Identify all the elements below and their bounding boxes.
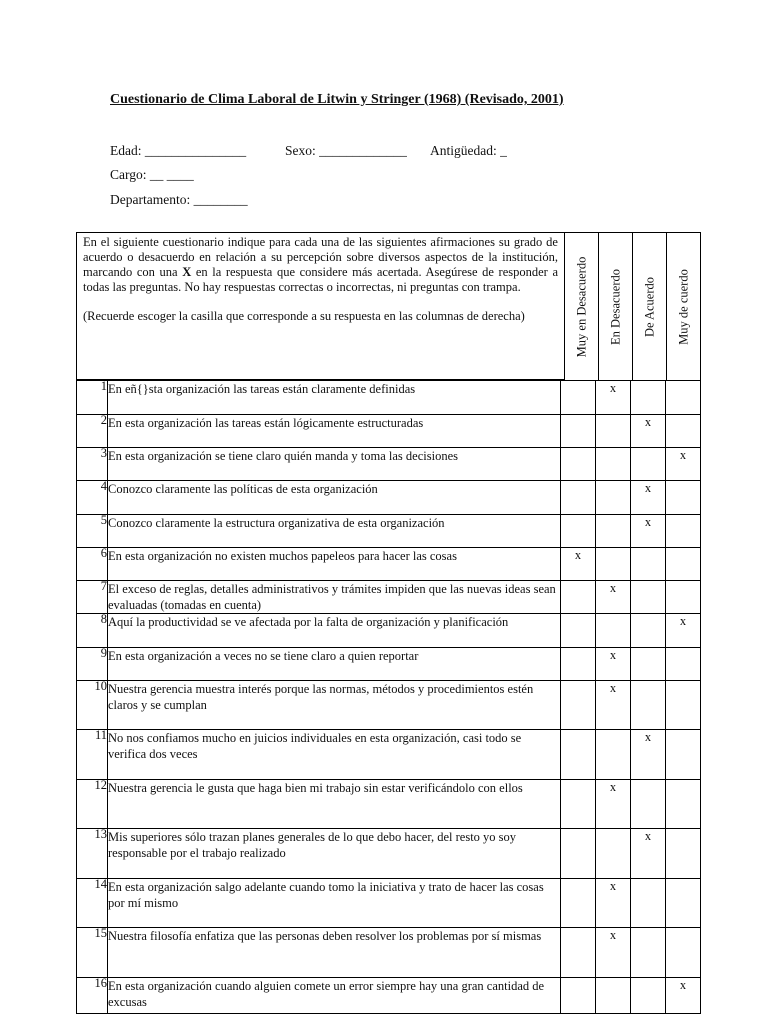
answer-cell[interactable]: [666, 448, 701, 481]
column-header-muy-de-acuerdo: Muy de cuerdo: [666, 232, 701, 381]
question-row: [77, 879, 701, 928]
answer-cell[interactable]: [596, 381, 631, 415]
question-row: [77, 780, 701, 829]
column-header-en-desacuerdo: En Desacuerdo: [598, 232, 633, 381]
question-number: 4: [77, 481, 108, 515]
question-row: [77, 928, 701, 978]
answer-cell[interactable]: [561, 448, 596, 481]
question-number: 5: [77, 515, 108, 548]
answer-cell[interactable]: [561, 681, 596, 730]
question-number: 13: [77, 829, 108, 879]
answer-cell[interactable]: [596, 548, 631, 581]
answer-mark: x: [679, 614, 687, 628]
answer-cell[interactable]: [561, 515, 596, 548]
answer-cell[interactable]: [666, 681, 701, 730]
answer-mark: x: [574, 548, 582, 562]
instructions-paragraph: En el siguiente cuestionario indique para cada una de las siguientes afirmaciones su grado de acuerdo o desacuerdo en relación a su percepción sobre diversos aspectos de la institución, marcando con una X en la respuesta que considere más acertada. Asegúrese de responder a todas las preguntas. No hay respuestas correctas o incorrectas, ni preguntas con trampa.: [83, 235, 558, 294]
answer-cell[interactable]: [666, 780, 701, 829]
answer-mark: x: [679, 448, 687, 462]
answer-cell[interactable]: [596, 448, 631, 481]
answer-cell[interactable]: [561, 978, 596, 1014]
answer-cell[interactable]: [561, 381, 596, 415]
answer-cell[interactable]: [631, 978, 666, 1014]
answer-cell[interactable]: [596, 681, 631, 730]
answer-cell[interactable]: [561, 581, 596, 614]
answer-cell[interactable]: [631, 928, 666, 978]
instructions-note: (Recuerde escoger la casilla que corresponde a su respuesta en las columnas de derecha): [83, 309, 525, 323]
answer-cell[interactable]: [631, 648, 666, 681]
answer-cell[interactable]: [631, 614, 666, 648]
answer-cell[interactable]: [596, 730, 631, 780]
answer-mark: x: [609, 780, 617, 794]
answer-cell[interactable]: [561, 829, 596, 879]
answer-cell[interactable]: [666, 481, 701, 515]
answer-cell[interactable]: [596, 614, 631, 648]
question-row: [77, 381, 701, 415]
question-row: [77, 515, 701, 548]
answer-cell[interactable]: [561, 481, 596, 515]
question-number: 11: [77, 730, 108, 780]
answer-cell[interactable]: [596, 415, 631, 448]
answer-mark: x: [609, 879, 617, 893]
page-title: Cuestionario de Clima Laboral de Litwin y Stringer (1968) (Revisado, 2001): [110, 92, 564, 107]
answer-cell[interactable]: [596, 581, 631, 614]
answer-cell[interactable]: [596, 481, 631, 515]
instructions-box: [76, 232, 564, 380]
answer-cell[interactable]: [561, 648, 596, 681]
question-text: Nuestra gerencia le gusta que haga bien mi trabajo sin estar verificándolo con ellos: [108, 780, 561, 829]
question-text: En esta organización a veces no se tiene claro a quien reportar: [108, 648, 561, 681]
answer-cell[interactable]: [561, 614, 596, 648]
answer-cell[interactable]: [561, 548, 596, 581]
question-text: Conozco claramente las políticas de esta organización: [108, 481, 561, 515]
question-number: 16: [77, 978, 108, 1014]
answer-mark: x: [679, 978, 687, 992]
question-text: En esta organización cuando alguien comete un error siempre hay una gran cantidad de excusas: [108, 978, 561, 1014]
answer-mark: x: [644, 829, 652, 843]
question-number: 2: [77, 415, 108, 448]
answer-cell[interactable]: [631, 548, 666, 581]
question-row: [77, 730, 701, 780]
question-row: [77, 581, 701, 614]
answer-cell[interactable]: [666, 581, 701, 614]
answer-mark: x: [609, 681, 617, 695]
question-number: 3: [77, 448, 108, 481]
question-text: En eñ{}sta organización las tareas están claramente definidas: [108, 381, 561, 415]
answer-cell[interactable]: [561, 928, 596, 978]
answer-cell[interactable]: [666, 548, 701, 581]
answer-cell[interactable]: [631, 481, 666, 515]
cargo-field[interactable]: Cargo: __ ____: [110, 167, 194, 182]
answer-mark: x: [644, 481, 652, 495]
answer-cell[interactable]: [631, 448, 666, 481]
answer-cell[interactable]: [561, 780, 596, 829]
question-text: El exceso de reglas, detalles administrativos y trámites impiden que las nuevas ideas sean evaluadas (tomadas en cuenta): [108, 581, 561, 614]
question-text: Nuestra gerencia muestra interés porque las normas, métodos y procedimientos estén claros y se cumplan: [108, 681, 561, 730]
answer-cell[interactable]: [666, 879, 701, 928]
column-header-muy-en-desacuerdo: Muy en Desacuerdo: [564, 232, 599, 381]
question-text: En esta organización no existen muchos papeleos para hacer las cosas: [108, 548, 561, 581]
answer-cell[interactable]: [631, 381, 666, 415]
answer-cell[interactable]: [631, 681, 666, 730]
answer-cell[interactable]: [561, 730, 596, 780]
answer-cell[interactable]: [666, 978, 701, 1014]
answer-mark: x: [609, 648, 617, 662]
question-number: 15: [77, 928, 108, 978]
question-text: No nos confiamos mucho en juicios individuales en esta organización, casi todo se verifica dos veces: [108, 730, 561, 780]
question-text: En esta organización se tiene claro quién manda y toma las decisiones: [108, 448, 561, 481]
answer-cell[interactable]: [666, 415, 701, 448]
answer-cell[interactable]: [596, 829, 631, 879]
question-row: [77, 415, 701, 448]
question-row: [77, 648, 701, 681]
question-row: [77, 978, 701, 1014]
answer-mark: x: [644, 730, 652, 744]
answer-cell[interactable]: [666, 730, 701, 780]
answer-cell[interactable]: [596, 928, 631, 978]
answer-cell[interactable]: [631, 780, 666, 829]
answer-mark: x: [644, 415, 652, 429]
question-row: [77, 829, 701, 879]
questionnaire-table: [76, 380, 701, 1014]
answer-cell[interactable]: [596, 780, 631, 829]
question-number: 12: [77, 780, 108, 829]
sexo-field[interactable]: Sexo: _____________: [285, 143, 407, 158]
question-row: [77, 614, 701, 648]
answer-cell[interactable]: [561, 415, 596, 448]
answer-cell[interactable]: [596, 648, 631, 681]
question-number: 6: [77, 548, 108, 581]
answer-cell[interactable]: [631, 515, 666, 548]
question-text: En esta organización salgo adelante cuando tomo la iniciativa y trato de hacer las cosas por mí mismo: [108, 879, 561, 928]
answer-cell[interactable]: [666, 381, 701, 415]
answer-mark: x: [609, 581, 617, 595]
question-row: [77, 681, 701, 730]
question-row: [77, 448, 701, 481]
answer-mark: x: [609, 928, 617, 942]
answer-cell[interactable]: [666, 928, 701, 978]
antiguedad-field[interactable]: Antigüedad: _: [430, 143, 507, 158]
answer-cell[interactable]: [666, 829, 701, 879]
answer-cell[interactable]: [596, 978, 631, 1014]
question-text: Mis superiores sólo trazan planes generales de lo que debo hacer, del resto yo soy responsable por el trabajo realizado: [108, 829, 561, 879]
answer-cell[interactable]: [596, 515, 631, 548]
answer-cell[interactable]: [666, 648, 701, 681]
question-text: En esta organización las tareas están lógicamente estructuradas: [108, 415, 561, 448]
question-text: Nuestra filosofía enfatiza que las personas deben resolver los problemas por sí mismas: [108, 928, 561, 978]
question-number: 9: [77, 648, 108, 681]
answer-cell[interactable]: [631, 730, 666, 780]
answer-cell[interactable]: [596, 879, 631, 928]
edad-field[interactable]: Edad: _______________: [110, 143, 247, 158]
answer-cell[interactable]: [631, 415, 666, 448]
question-number: 1: [77, 381, 108, 415]
answer-cell[interactable]: [666, 515, 701, 548]
question-number: 14: [77, 879, 108, 928]
question-text: Conozco claramente la estructura organizativa de esta organización: [108, 515, 561, 548]
column-header-de-acuerdo: De Acuerdo: [632, 232, 667, 381]
answer-cell[interactable]: [666, 614, 701, 648]
question-number: 7: [77, 581, 108, 614]
answer-cell[interactable]: [631, 581, 666, 614]
question-number: 10: [77, 681, 108, 730]
question-row: [77, 548, 701, 581]
question-text: Aquí la productividad se ve afectada por la falta de organización y planificación: [108, 614, 561, 648]
departamento-field[interactable]: Departamento: ________: [110, 192, 248, 207]
answer-cell[interactable]: [561, 879, 596, 928]
question-number: 8: [77, 614, 108, 648]
answer-cell[interactable]: [631, 879, 666, 928]
answer-mark: x: [609, 381, 617, 395]
answer-cell[interactable]: [631, 829, 666, 879]
answer-mark: x: [644, 515, 652, 529]
question-row: [77, 481, 701, 515]
